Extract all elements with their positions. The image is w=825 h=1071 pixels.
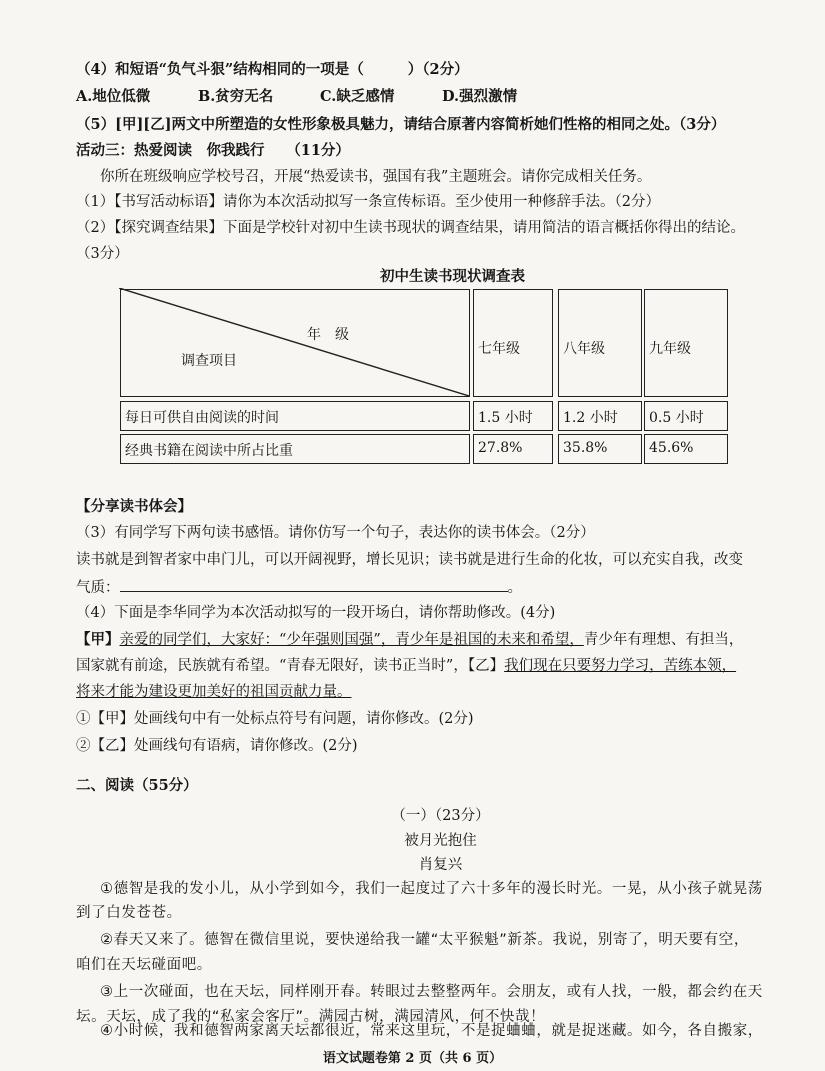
article-title: 被月光抱住 bbox=[404, 833, 477, 849]
q3-end: 。 bbox=[507, 580, 522, 596]
paragraph-line: 咱们在天坛碰面吧。 bbox=[76, 957, 212, 973]
cell-value: 27.8% bbox=[478, 440, 523, 456]
cell-value: 1.2 小时 bbox=[563, 410, 618, 426]
activity3-q2-line2: （3分） bbox=[76, 246, 129, 262]
share-q3-fill-line bbox=[76, 577, 522, 598]
grade-8-header bbox=[558, 289, 642, 397]
option-a[interactable]: A.地位低微 bbox=[76, 88, 151, 105]
grade-label: 八年级 bbox=[563, 341, 605, 357]
share-q3: （3）有同学写下两句读书感悟。请你仿写一个句子，表达你的读书体会。（2分） bbox=[76, 525, 595, 541]
table-row-label bbox=[120, 401, 470, 431]
line2-start: 国家就有前途，民族就有希望。“青春无限好，读书正当时”，【乙】 bbox=[76, 658, 505, 674]
share-q3-text: 读书就是到智者家中串门儿，可以开阔视野，增长见识；读书就是进行生命的化妆，可以充实自我，改变 bbox=[76, 552, 743, 568]
paragraph-line: 坛。天坛，成了我的“私家会客厅”。满园古树，满园清风，何不快哉！ bbox=[76, 1009, 546, 1025]
sub-question-1: ①【甲】处画线句中有一处标点符号有问题，请你修改。(2分) bbox=[76, 711, 474, 727]
imitation-answer-blank[interactable] bbox=[120, 577, 508, 592]
grade-label: 九年级 bbox=[649, 341, 691, 357]
paragraph-line: ②春天又来了。德智在微信里说，要快递给我一罐“太平猴魁”新茶。我说，别寄了，明天要有空， bbox=[100, 932, 749, 948]
question-5: （5）[甲][乙]两文中所塑造的女性形象极具魅力，请结合原著内容简析她们性格的相同之处。（3分） bbox=[76, 116, 726, 133]
question-4 bbox=[76, 60, 469, 80]
table-row-label bbox=[120, 434, 470, 464]
page-footer: 语文试题卷第 2 页（共 6 页） bbox=[322, 1051, 503, 1066]
cell-value: 35.8% bbox=[563, 440, 608, 456]
share-q4: （4）下面是李华同学为本次活动拟写的一段开场白，请你帮助修改。(4分) bbox=[76, 605, 556, 621]
opening-line-3 bbox=[76, 682, 352, 702]
row-label: 经典书籍在阅读中所占比重 bbox=[125, 443, 293, 459]
header-diagonal-cell bbox=[120, 289, 470, 397]
yi-underlined-text-1: 我们现在只要努力学习，苦练本领， bbox=[504, 658, 737, 674]
part2-heading: 二、阅读（55分） bbox=[76, 777, 198, 794]
table-cell bbox=[558, 401, 642, 431]
grade-label: 七年级 bbox=[478, 341, 520, 357]
jia-label: 【甲】 bbox=[76, 631, 120, 648]
q4-score: ）（2分） bbox=[407, 61, 469, 78]
article-author: 肖复兴 bbox=[418, 857, 463, 873]
share-heading: 【分享读书体会】 bbox=[76, 498, 192, 515]
cell-value: 1.5 小时 bbox=[478, 410, 533, 426]
cell-value: 0.5 小时 bbox=[649, 410, 704, 426]
option-c[interactable]: C.缺乏感情 bbox=[320, 88, 395, 105]
activity3-intro: 你所在班级响应学校号召，开展“热爱读书，强国有我”主题班会。请你完成相关任务。 bbox=[100, 169, 652, 185]
header-grade: 年 级 bbox=[307, 327, 349, 343]
header-item: 调查项目 bbox=[181, 353, 237, 369]
paragraph-line: ④小时候，我和德智两家离天坛都很近，常来这里玩，不是捉蛐蛐，就是捉迷藏。如今，各自搬家， bbox=[100, 1023, 763, 1039]
q3-prefix: 气质： bbox=[76, 580, 120, 596]
table-cell bbox=[644, 401, 728, 431]
activity3-title: 活动三：热爱阅读 你我践行 （11分） bbox=[76, 142, 350, 159]
survey-table bbox=[120, 289, 730, 465]
opening-line-1 bbox=[76, 630, 743, 650]
table-title: 初中生读书现状调查表 bbox=[380, 268, 525, 285]
section-heading: （一）（23分） bbox=[391, 808, 490, 824]
diagonal-line bbox=[119, 288, 469, 396]
paragraph-line: 到了白发苍苍。 bbox=[76, 905, 182, 921]
grade-7-header bbox=[473, 289, 553, 397]
row-label: 每日可供自由阅读的时间 bbox=[125, 410, 279, 426]
grade-9-header bbox=[644, 289, 728, 397]
q4-options bbox=[76, 87, 564, 107]
yi-underlined-text-2: 将来才能为建设更加美好的祖国贡献力量。 bbox=[76, 684, 352, 700]
opening-line-2 bbox=[76, 656, 736, 676]
option-b[interactable]: B.贫穷无名 bbox=[198, 88, 274, 105]
activity3-q1: （1）【书写活动标语】请你为本次活动拟写一条宣传标语。至少使用一种修辞手法。（2分） bbox=[76, 194, 660, 210]
jia-underlined-text: 亲爱的同学们，大家好：“少年强则国强”，青少年是祖国的未来和希望， bbox=[119, 632, 584, 648]
option-d[interactable]: D.强烈激情 bbox=[442, 88, 518, 105]
table-cell bbox=[558, 434, 642, 464]
paragraph-line: ③上一次碰面，也在天坛，同样刚开春。转眼过去整整两年。会朋友，或有人找，一般，都会约在天 bbox=[100, 984, 763, 1000]
cell-value: 45.6% bbox=[649, 440, 694, 456]
table-cell bbox=[473, 401, 553, 431]
activity3-q2-line1: （2）【探究调查结果】下面是学校针对初中生读书现状的调查结果，请用简洁的语言概括你得出的结论。 bbox=[76, 220, 745, 236]
table-cell bbox=[473, 434, 553, 464]
sub-question-2: ②【乙】处画线句有语病，请你修改。(2分) bbox=[76, 738, 358, 754]
q4-text: （4）和短语“负气斗狠”结构相同的一项是（ bbox=[76, 61, 364, 78]
table-cell bbox=[644, 434, 728, 464]
paragraph-line: ①德智是我的发小儿，从小学到如今，我们一起度过了六十多年的漫长时光。一晃，从小孩子就晃荡 bbox=[100, 881, 763, 897]
line1-rest: 青少年有理想、有担当， bbox=[583, 632, 744, 648]
